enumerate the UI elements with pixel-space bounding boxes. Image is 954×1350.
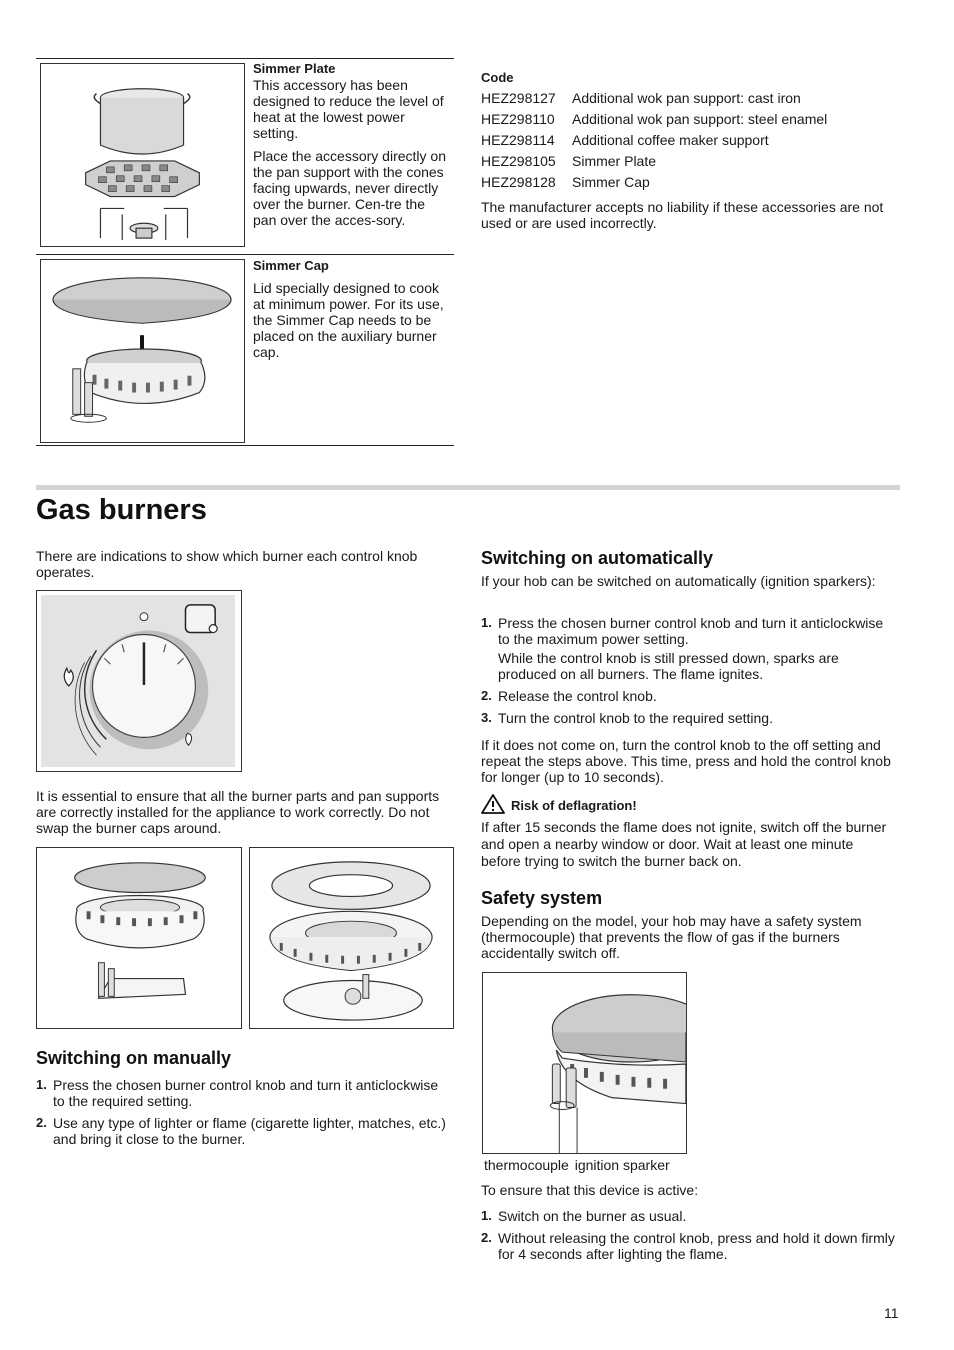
page-number: 11 — [884, 1305, 899, 1321]
list-item — [481, 1208, 896, 1224]
code-row — [481, 151, 901, 172]
section-rule — [36, 485, 900, 490]
step-text: Switch on the burner as usual. — [498, 1208, 687, 1224]
simmer-plate-para1: This accessory has been designed to reduce the level of heat at the lowest power setting. — [253, 77, 444, 141]
simmer-plate-text — [253, 61, 449, 228]
list-item — [481, 1230, 896, 1262]
code-number: HEZ298127 — [481, 90, 556, 106]
step-number: 2. — [481, 688, 492, 703]
simmer-plate-para2: Place the accessory directly on the pan support with the cones facing upwards, never directly over the burner. Cen-tre the pan over the acces-sory. — [253, 148, 446, 228]
code-row — [481, 172, 901, 193]
simmer-cap-title: Simmer Cap — [253, 258, 329, 273]
codes-header: Code — [481, 70, 514, 85]
step-text: Use any type of lighter or flame (cigarette lighter, matches, etc.) and bring it close to the burner. — [53, 1115, 446, 1147]
simmer-cap-text — [253, 258, 449, 360]
simmer-cap-figure — [40, 259, 245, 443]
control-knob-icon — [37, 591, 241, 771]
step-number: 1. — [481, 1208, 492, 1223]
manual-steps — [36, 1077, 450, 1147]
ensure-text: To ensure that this device is active: — [481, 1182, 699, 1198]
code-number: HEZ298110 — [481, 111, 555, 127]
code-row — [481, 130, 901, 151]
code-number: HEZ298128 — [481, 174, 556, 190]
step-extra-text: While the control knob is still pressed down, sparks are produced on all burners. The flame ignites. — [498, 650, 839, 682]
step-text: Turn the control knob to the required setting. — [498, 710, 773, 726]
automatic-title: Switching on automatically — [481, 548, 714, 568]
code-description: Simmer Plate — [572, 153, 657, 169]
step-number: 1. — [36, 1077, 47, 1092]
warning-title: Risk of deflagration! — [511, 797, 637, 813]
step-number: 2. — [481, 1230, 492, 1245]
simmer-plate-title: Simmer Plate — [253, 61, 336, 76]
safety-intro: Depending on the model, your hob may have a safety system (thermocouple) that prevents the flow of gas if the burners accidentally switch off. — [481, 913, 862, 961]
automatic-intro: If your hob can be switched on automatically (ignition sparkers): — [481, 573, 876, 589]
codes-section — [481, 70, 901, 231]
list-item — [36, 1077, 450, 1109]
step-text: Press the chosen burner control knob and turn it anticlockwise to the required setting. — [53, 1077, 439, 1109]
code-description: Additional coffee maker support — [572, 132, 769, 148]
step-number: 1. — [481, 615, 492, 630]
list-item — [481, 688, 896, 704]
list-item — [481, 710, 896, 726]
table-rule-middle — [36, 254, 454, 255]
burner-exploded-small-icon — [37, 848, 241, 1028]
code-row — [481, 109, 901, 130]
small-burner-figure — [36, 847, 242, 1029]
code-description: Additional wok pan support: cast iron — [572, 90, 801, 106]
step-text: Press the chosen burner control knob and turn it anticlockwise to the maximum power setting. — [498, 615, 884, 647]
control-knob-figure — [36, 590, 242, 772]
warning-text: If after 15 seconds the flame does not ignite, switch off the burner and open a nearby window or door. Wait at least one minute before trying to switch the burner back on. — [481, 819, 887, 869]
retry-text: If it does not come on, turn the control knob to the off setting and repeat the steps above. This time, press and hold the control knob for longer (up to 10 seconds). — [481, 737, 891, 785]
simmer-cap-para1: Lid specially designed to cook at minimum power. For its use, the Simmer Cap needs to be placed on the auxiliary burner cap. — [253, 280, 444, 360]
code-number: HEZ298105 — [481, 153, 556, 169]
large-burner-figure — [249, 847, 454, 1029]
code-description: Simmer Cap — [572, 174, 650, 190]
warning-heading — [481, 794, 896, 814]
safety-title: Safety system — [481, 888, 603, 908]
code-description: Additional wok pan support: steel enamel — [572, 111, 828, 127]
intro-text: There are indications to show which burner each control knob operates. — [36, 548, 418, 580]
liability-note: The manufacturer accepts no liability if these accessories are not used or are used incorrectly. — [481, 199, 884, 231]
code-row — [481, 88, 901, 109]
step-text: Release the control knob. — [498, 688, 657, 704]
pot-on-simmer-plate-icon — [41, 64, 244, 246]
table-rule-bottom — [36, 445, 454, 446]
list-item — [36, 1115, 450, 1147]
page-title: Gas burners — [36, 494, 207, 526]
burner-exploded-large-icon — [250, 848, 453, 1028]
warning-triangle-icon — [481, 794, 505, 814]
code-number: HEZ298114 — [481, 132, 555, 148]
simmer-cap-icon — [41, 260, 244, 442]
step-number: 3. — [481, 710, 492, 725]
manual-title: Switching on manually — [36, 1048, 232, 1068]
figure-caption — [484, 1157, 704, 1173]
thermocouple-label: thermocouple — [484, 1157, 569, 1173]
thermocouple-burner-icon — [483, 973, 686, 1153]
ignition-sparker-label: ignition sparker — [574, 1157, 670, 1173]
table-rule-top — [36, 58, 454, 59]
simmer-plate-figure — [40, 63, 245, 247]
safety-steps — [481, 1208, 896, 1262]
step-number: 2. — [36, 1115, 47, 1130]
essential-text: It is essential to ensure that all the burner parts and pan supports are correctly installed for the appliance to work correctly. Do not swap the burner caps around. — [36, 788, 440, 836]
step-text: Without releasing the control knob, press and hold it down firmly for 4 seconds after lighting the flame. — [498, 1230, 895, 1262]
automatic-steps — [481, 615, 896, 726]
thermocouple-figure — [482, 972, 687, 1154]
list-item — [481, 615, 896, 682]
codes-list — [481, 88, 901, 193]
